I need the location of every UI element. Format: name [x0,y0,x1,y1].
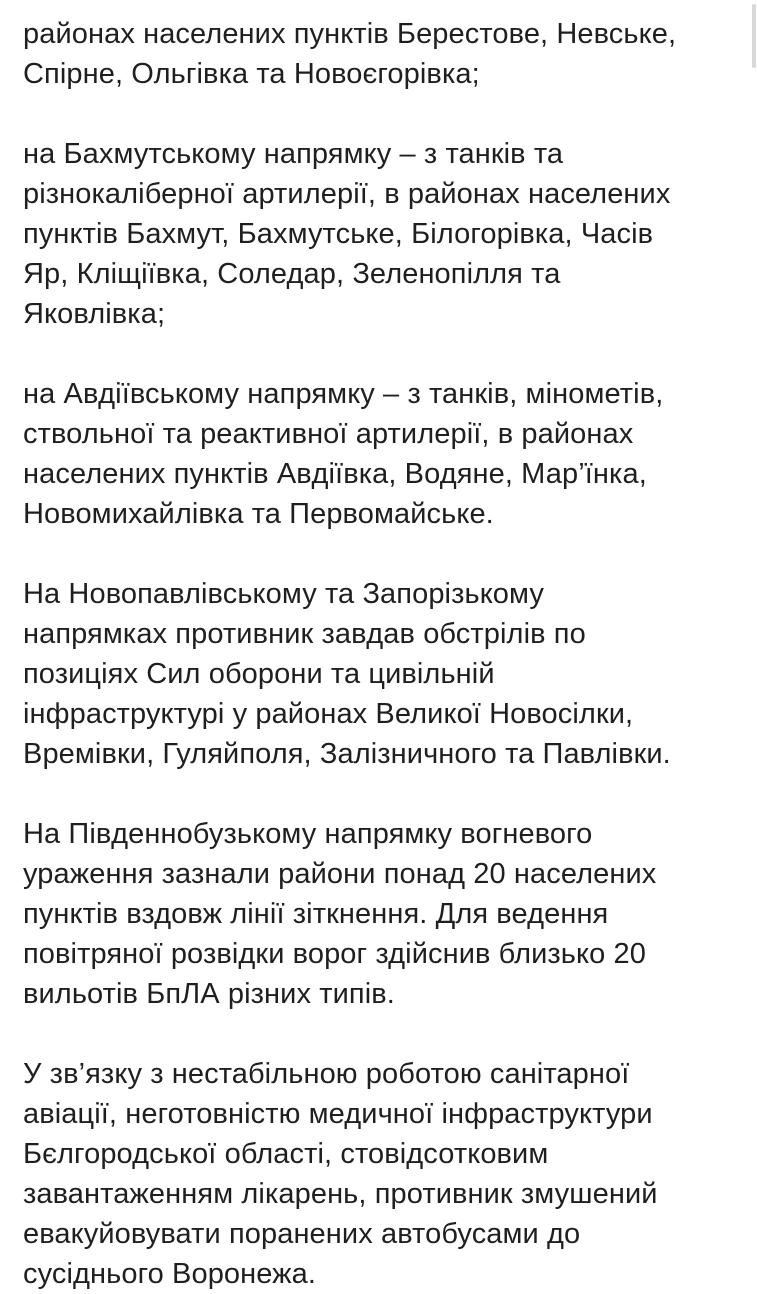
text-line: на Авдіївському напрямку – з танків, мінометів, [23,378,664,410]
text-line: вильотів БпЛА різних типів. [23,978,395,1010]
text-line: інфраструктурі у районах Великої Новосілки, [23,698,634,730]
text-line: сусіднього Воронежа. [23,1258,317,1290]
text-line: різнокаліберної артилерії, в районах населених [23,178,671,210]
scrollbar[interactable] [751,0,757,1280]
text-line: Времівки, Гуляйполя, Залізничного та Павлівки. [23,738,671,770]
text-line: напрямках противник завдав обстрілів по [23,618,586,650]
scrollbar-thumb[interactable] [752,4,756,68]
message-paragraph [23,814,739,1014]
message-paragraph [23,574,739,774]
text-line: евакуйовувати поранених автобусами до [23,1218,581,1250]
text-line: пунктів Бахмут, Бахмутське, Білогорівка, Часів [23,218,654,250]
text-line: на Бахмутському напрямку – з танків та [23,138,564,170]
message-paragraph [23,1054,739,1294]
text-line: позиціях Сил оборони та цивільній [23,658,495,690]
message-body [23,14,739,1294]
text-line: Бєлгородської області, стовідсотковим [23,1138,549,1170]
text-line: повітряної розвідки ворог здійснив близько 20 [23,938,646,970]
message-paragraph [23,134,739,334]
text-line: На Новопавлівському та Запорізькому [23,578,544,610]
text-line: ствольної та реактивної артилерії, в районах [23,418,634,450]
text-line: населених пунктів Авдіївка, Водяне, Мар’їнка, [23,458,647,490]
text-line: районах населених пунктів Берестове, Невське, [23,18,677,50]
message-paragraph [23,14,739,94]
text-line: ураження зазнали райони понад 20 населених [23,858,657,890]
text-line: На Південнобузькому напрямку вогневого [23,818,593,850]
text-line: завантаженням лікарень, противник змушений [23,1178,658,1210]
text-line: У зв’язку з нестабільною роботою санітарної [23,1058,630,1090]
text-line: Яр, Кліщіївка, Соледар, Зеленопілля та [23,258,561,290]
text-line: Спірне, Ольгівка та Новоєгорівка; [23,58,480,90]
text-line: пунктів вздовж лінії зіткнення. Для ведення [23,898,609,930]
text-line: Новомихайлівка та Первомайське. [23,498,494,530]
text-line: авіації, неготовністю медичної інфраструктури [23,1098,653,1130]
message-paragraph [23,374,739,534]
text-line: Яковлівка; [23,298,166,330]
